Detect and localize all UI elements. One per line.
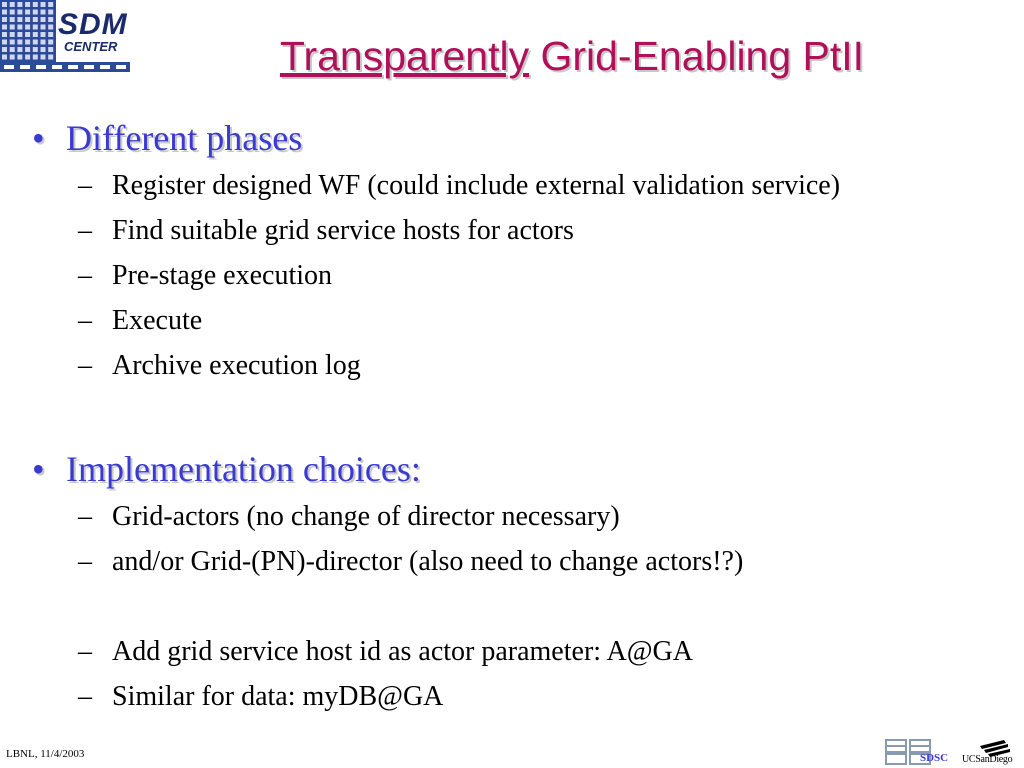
logo-grid-cell [25, 17, 30, 22]
sub-bullet [78, 636, 693, 668]
sub-bullet [78, 170, 841, 202]
logo-grid-cell [25, 10, 30, 15]
sub-bullet [78, 305, 203, 337]
logo-grid-cell [33, 25, 38, 30]
sub-bullet [78, 350, 361, 382]
bullet-icon: • [32, 449, 45, 489]
logo-grid-cell [25, 25, 30, 30]
dash-icon: – [78, 350, 92, 381]
sub-bullet [78, 260, 333, 292]
logo-grid-cell [41, 17, 46, 22]
logo-grid-cell [10, 2, 15, 7]
sub-bullet-text: Similar for data: myDB@GA [112, 681, 444, 712]
logo-sdm-text: SDM [58, 8, 128, 41]
logo-grid-cell [48, 25, 53, 30]
logo-grid-cell [41, 10, 46, 15]
sub-bullet-text: Grid-actors (no change of director necessary) [112, 501, 620, 532]
ucsd-label: UCSanDiego [962, 754, 1013, 765]
logo-grid-cell [2, 2, 7, 7]
logo-grid-cell [33, 10, 38, 15]
heading-text: Different phases [66, 118, 303, 158]
slide-title-underlined: Transparently [279, 33, 530, 79]
sdsc-label: SDSC [920, 752, 949, 764]
sub-bullet [78, 681, 444, 713]
logo-grid-cell [10, 17, 15, 22]
logo-grid-cell [17, 17, 22, 22]
slide-title-rest: Grid-Enabling PtII [529, 33, 865, 79]
logo-grid-cell [17, 2, 22, 7]
logo-center-text: CENTER [64, 39, 118, 54]
bullet-heading [32, 449, 421, 489]
heading-text: Implementation choices: [66, 449, 421, 489]
logo-grid-cell [48, 2, 53, 7]
logo-grid-cell [33, 17, 38, 22]
logo-grid-cell [25, 2, 30, 7]
dash-icon: – [78, 501, 92, 532]
dash-icon: – [78, 305, 92, 336]
sub-bullet [78, 546, 744, 578]
logo-grid-cell [2, 17, 7, 22]
logo-grid-cell [33, 2, 38, 7]
sub-bullet-text: Add grid service host id as actor parameter: A@GA [112, 636, 693, 667]
logo-grid-cell [17, 25, 22, 30]
logo-grid-cell [2, 25, 7, 30]
footer-date: LBNL, 11/4/2003 [6, 748, 85, 760]
logo-grid-cell [10, 10, 15, 15]
sub-bullet [78, 215, 574, 247]
dash-icon: – [78, 636, 92, 667]
logo-grid-cell [2, 10, 7, 15]
bullet-icon: • [32, 118, 45, 158]
sub-bullet-text: Register designed WF (could include external validation service) [112, 170, 841, 201]
dash-icon: – [78, 546, 92, 577]
logo-grid-cell [17, 10, 22, 15]
bullet-heading [32, 118, 303, 158]
dash-icon: – [78, 260, 92, 291]
slide-title [0, 32, 1024, 80]
sub-bullet-text: Find suitable grid service hosts for actors [112, 215, 574, 246]
logo-grid-cell [48, 17, 53, 22]
dash-icon: – [78, 681, 92, 712]
sub-bullet-text: and/or Grid-(PN)-director (also need to change actors!?) [112, 546, 744, 577]
dash-icon: – [78, 170, 92, 201]
logo-grid-cell [48, 10, 53, 15]
sub-bullet-text: Archive execution log [112, 350, 361, 381]
dash-icon: – [78, 215, 92, 246]
sub-bullet-text: Pre-stage execution [112, 260, 333, 291]
sub-bullet-text: Execute [112, 305, 203, 336]
logo-grid-cell [41, 25, 46, 30]
logo-grid-cell [10, 25, 15, 30]
sub-bullet [78, 501, 620, 533]
logo-grid-cell [41, 2, 46, 7]
